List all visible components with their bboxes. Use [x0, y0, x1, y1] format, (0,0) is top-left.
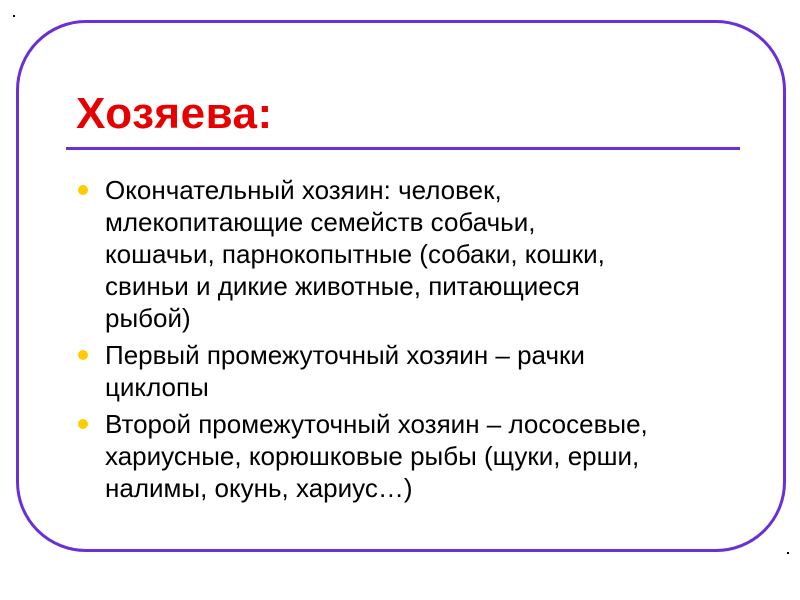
bullet-line: рыбой)	[105, 303, 191, 333]
bullet-dot-icon	[78, 419, 88, 429]
bullet-list	[74, 174, 754, 509]
bullet-line: кошачьи, парнокопытные (собаки, кошки,	[105, 239, 605, 269]
bullet-item-final-host	[74, 174, 754, 334]
slide-title: Хозяева:	[76, 89, 273, 138]
bullet-line: Окончательный хозяин: человек,	[105, 175, 502, 205]
bullet-line: хариусные, корюшковые рыбы (щуки, ерши,	[105, 441, 640, 471]
bullet-line: налимы, окунь, хариус…)	[105, 473, 413, 503]
bullet-item-second-intermediate-host	[74, 408, 754, 504]
bullet-dot-icon	[78, 350, 88, 360]
bullet-dot-icon	[78, 185, 88, 195]
bullet-line: Первый промежуточный хозяин – рачки	[105, 340, 585, 370]
corner-dot-top-left	[13, 15, 15, 17]
bullet-line: Второй промежуточный хозяин – лососевые,	[105, 409, 648, 439]
bullet-line: свиньи и дикие животные, питающиеся	[105, 271, 580, 301]
corner-dot-bottom-right	[787, 552, 789, 554]
bullet-line: млекопитающие семейств собачьи,	[105, 207, 536, 237]
bullet-line: циклопы	[105, 372, 209, 402]
title-underline	[66, 147, 740, 150]
bullet-item-first-intermediate-host	[74, 339, 754, 403]
